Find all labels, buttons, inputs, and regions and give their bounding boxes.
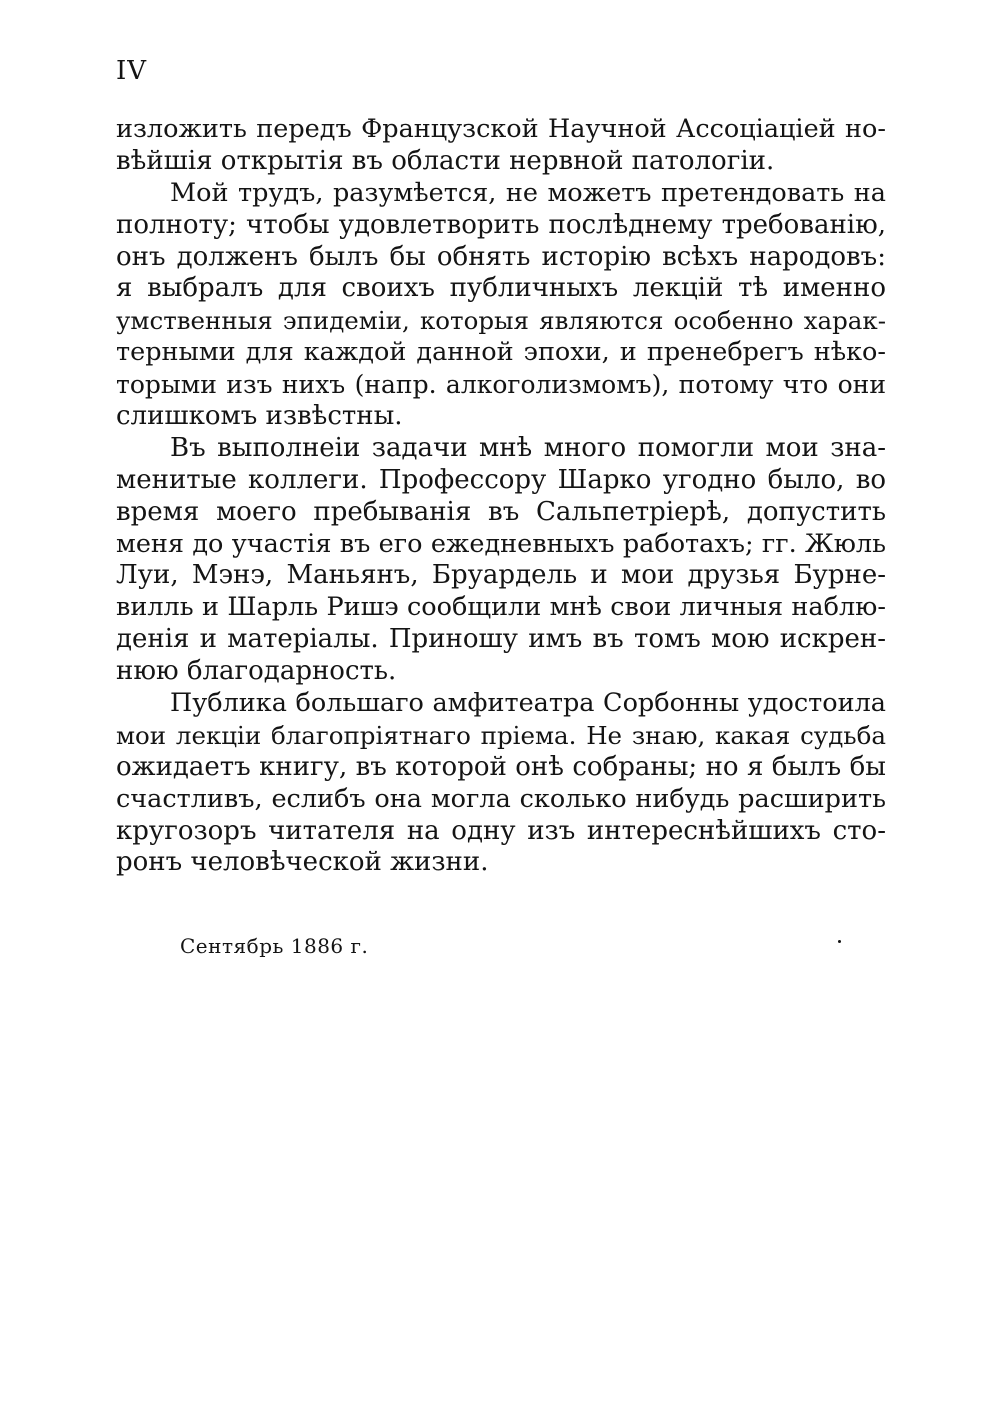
text-line: торыми изъ нихъ (напр. алкоголизмомъ), потому что они — [116, 370, 886, 400]
text-line: менитые коллеги. Профессору Шарко угодно было, во — [116, 464, 886, 495]
text-line: слишкомъ извѣстны. — [116, 401, 403, 432]
text-line: умственныя эпидеміи, которыя являются особенно харак- — [116, 306, 886, 336]
text-line: изложить передъ Французской Научной Ассоціаціей но- — [116, 114, 886, 144]
text-line: я выбралъ для своихъ публичныхъ лекцій тѣ именно — [116, 273, 886, 304]
text-line: вѣйшія открытія въ области нервной патологіи. — [116, 145, 775, 176]
text-line: ожидаетъ книгу, въ которой онѣ собраны; но я былъ бы — [116, 751, 886, 782]
text-line: денія и матеріалы. Приношу имъ въ томъ мою искрен- — [116, 624, 886, 655]
text-line: терными для каждой данной эпохи, и пренебрегъ нѣко- — [116, 337, 886, 368]
text-line: ронъ человѣческой жизни. — [116, 847, 489, 878]
text-line: полноту; чтобы удовлетворить послѣднему требованію, — [116, 209, 886, 240]
text-line: Въ выполнеіи задачи мнѣ много помогли мои зна- — [170, 432, 886, 463]
text-line: Мой трудъ, разумѣется, не можетъ претендовать на — [170, 177, 886, 208]
text-line: нюю благодарность. — [116, 656, 397, 687]
date-line: Сентябрь 1886 г. — [180, 934, 369, 958]
text-line: Луи, Мэнэ, Маньянъ, Бруардель и мои друзья Бурне- — [116, 560, 886, 591]
page-number: IV — [116, 56, 148, 86]
text-line: Публика большаго амфитеатра Сорбонны удостоила — [170, 688, 886, 719]
text-line: меня до участія въ его ежедневныхъ работахъ; гг. Жюль — [116, 528, 886, 559]
text-line: кругозоръ читателя на одну изъ интереснѣйшихъ сто- — [116, 815, 886, 846]
text-line: мои лекціи благопріятнаго пріема. Не знаю, какая судьба — [116, 720, 886, 750]
text-line: счастливъ, еслибъ она могла сколько нибудь расширить — [116, 783, 886, 814]
text-line: вилль и Шарль Ришэ сообщили мнѣ свои личныя наблю- — [116, 592, 886, 623]
print-speck — [838, 940, 841, 943]
text-line: онъ долженъ былъ бы обнять исторію всѣхъ народовъ: — [116, 241, 886, 272]
text-line: время моего пребыванія въ Сальпетріерѣ, допустить — [116, 496, 886, 527]
body-text — [116, 114, 886, 879]
